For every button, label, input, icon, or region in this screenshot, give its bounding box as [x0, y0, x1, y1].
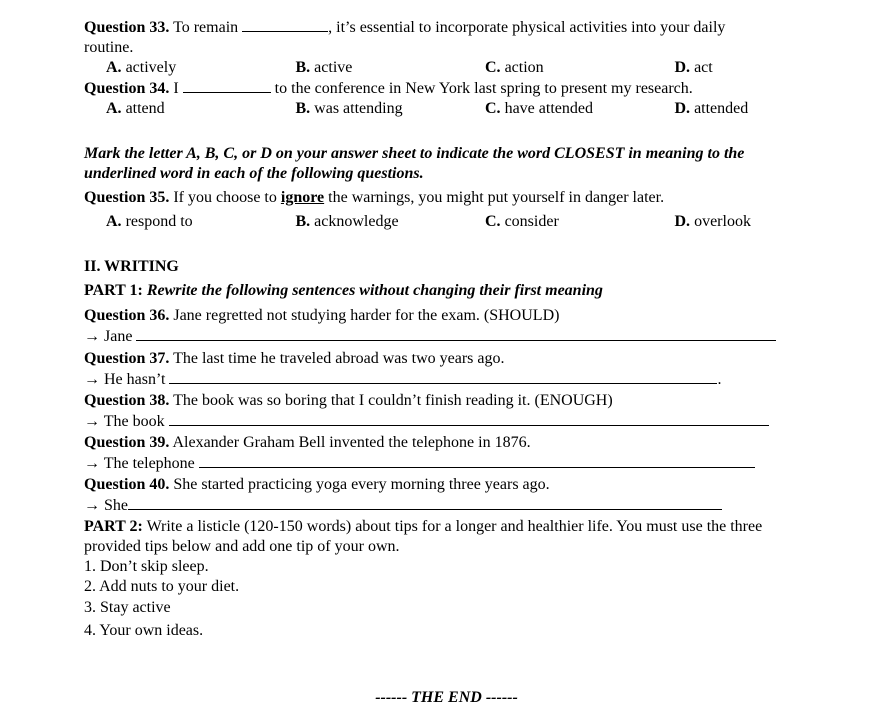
question-label: Question 33. — [84, 19, 170, 36]
question-36 — [84, 306, 864, 326]
option-text: acknowledge — [314, 213, 399, 230]
option-text: act — [694, 59, 713, 76]
answer-blank — [183, 78, 271, 93]
rewrite-line — [84, 369, 864, 390]
option-d — [675, 99, 865, 119]
question-label: Question 34. — [84, 80, 170, 97]
question-text-post: to the conference in New York last spring to present my research. — [274, 80, 693, 97]
option-text: consider — [504, 213, 559, 230]
option-letter: D. — [674, 213, 691, 230]
spacer — [84, 119, 864, 144]
question-38 — [84, 391, 864, 411]
answer-blank[interactable] — [136, 326, 776, 341]
rewrite-start: → He hasn’t — [84, 371, 166, 388]
option-text: action — [504, 59, 544, 76]
underlined-word: ignore — [280, 189, 325, 206]
option-c — [485, 99, 675, 119]
answer-options — [84, 58, 864, 78]
exam-page — [84, 17, 864, 641]
option-a — [106, 212, 296, 232]
question-text: She started practicing yoga every morning three years ago. — [173, 476, 550, 493]
part2-text: Write a listicle (120-150 words) about tips for a longer and healthier life. You must use the three — [146, 518, 763, 535]
question-label: Question 36. — [84, 307, 170, 324]
part1-heading — [84, 281, 864, 301]
option-letter: A. — [106, 100, 122, 117]
answer-options — [84, 212, 864, 232]
question-39 — [84, 433, 864, 453]
part2-label: PART 2: — [84, 518, 143, 535]
question-text-pre: To remain — [173, 19, 239, 36]
tip-item: 3. Stay active — [84, 599, 171, 616]
part1-label: PART 1: — [84, 282, 143, 299]
question-text-pre: I — [173, 80, 179, 97]
section-instruction-continued: underlined word in each of the following questions. — [84, 165, 424, 182]
spacer — [84, 232, 864, 257]
option-text: attended — [694, 100, 749, 117]
tip-item: 1. Don’t skip sleep. — [84, 558, 209, 575]
part2-text-continued: provided tips below and add one tip of your own. — [84, 538, 400, 555]
end-marker: ------ THE END ------ — [375, 689, 518, 706]
question-35 — [84, 188, 864, 208]
option-text: was attending — [314, 100, 403, 117]
rewrite-start: → The book — [84, 413, 165, 430]
option-letter: C. — [485, 213, 501, 230]
rewrite-start: → She — [84, 497, 128, 514]
question-34 — [84, 78, 864, 99]
question-text: The book was so boring that I couldn’t finish reading it. (ENOUGH) — [173, 392, 613, 409]
question-text: Alexander Graham Bell invented the telephone in 1876. — [172, 434, 531, 451]
answer-blank[interactable] — [128, 495, 722, 510]
answer-options — [84, 99, 864, 119]
option-text: actively — [125, 59, 177, 76]
option-letter: D. — [674, 100, 691, 117]
question-label: Question 40. — [84, 476, 170, 493]
question-label: Question 38. — [84, 392, 170, 409]
question-text-pre: If you choose to — [173, 189, 277, 206]
question-text: Jane regretted not studying harder for the exam. (SHOULD) — [173, 307, 560, 324]
answer-blank[interactable] — [169, 411, 769, 426]
option-a — [106, 99, 296, 119]
question-label: Question 37. — [84, 350, 170, 367]
tip-item: 4. Your own ideas. — [84, 622, 204, 639]
question-label: Question 39. — [84, 434, 170, 451]
question-40 — [84, 475, 864, 495]
question-text-continued: routine. — [84, 39, 134, 56]
answer-blank[interactable] — [199, 453, 755, 468]
option-b — [296, 212, 486, 232]
option-letter: B. — [295, 100, 311, 117]
part1-title: Rewrite the following sentences without changing their first meaning — [146, 282, 603, 299]
option-letter: B. — [295, 59, 311, 76]
option-text: respond to — [125, 213, 193, 230]
option-text: active — [314, 59, 353, 76]
question-text-post: the warnings, you might put yourself in danger later. — [328, 189, 665, 206]
question-text-post: , it’s essential to incorporate physical activities into your daily — [328, 19, 726, 36]
writing-heading: II. WRITING — [84, 258, 179, 275]
option-text: overlook — [694, 213, 751, 230]
option-letter: C. — [485, 100, 501, 117]
option-letter: A. — [106, 213, 122, 230]
option-d — [675, 212, 865, 232]
option-a — [106, 58, 296, 78]
rewrite-line — [84, 495, 864, 516]
option-text: attend — [125, 100, 165, 117]
rewrite-start: → Jane — [84, 328, 133, 345]
option-letter: C. — [485, 59, 501, 76]
answer-blank[interactable] — [169, 369, 717, 384]
rewrite-line — [84, 411, 864, 432]
question-37 — [84, 349, 864, 369]
rewrite-end: . — [717, 371, 722, 388]
question-33 — [84, 17, 864, 38]
option-letter: A. — [106, 59, 122, 76]
option-letter: D. — [674, 59, 691, 76]
option-text: have attended — [504, 100, 593, 117]
rewrite-line — [84, 326, 864, 347]
option-c — [485, 58, 675, 78]
question-label: Question 35. — [84, 189, 170, 206]
option-d — [675, 58, 865, 78]
tip-item: 2. Add nuts to your diet. — [84, 578, 240, 595]
option-b — [296, 99, 486, 119]
option-c — [485, 212, 675, 232]
option-letter: B. — [295, 213, 311, 230]
rewrite-start: → The telephone — [84, 455, 195, 472]
option-b — [296, 58, 486, 78]
section-instruction: Mark the letter A, B, C, or D on your answer sheet to indicate the word CLOSEST in meaning to the — [84, 145, 745, 162]
question-text: The last time he traveled abroad was two years ago. — [173, 350, 505, 367]
answer-blank — [242, 17, 328, 32]
rewrite-line — [84, 453, 864, 474]
part2-heading — [84, 517, 864, 537]
